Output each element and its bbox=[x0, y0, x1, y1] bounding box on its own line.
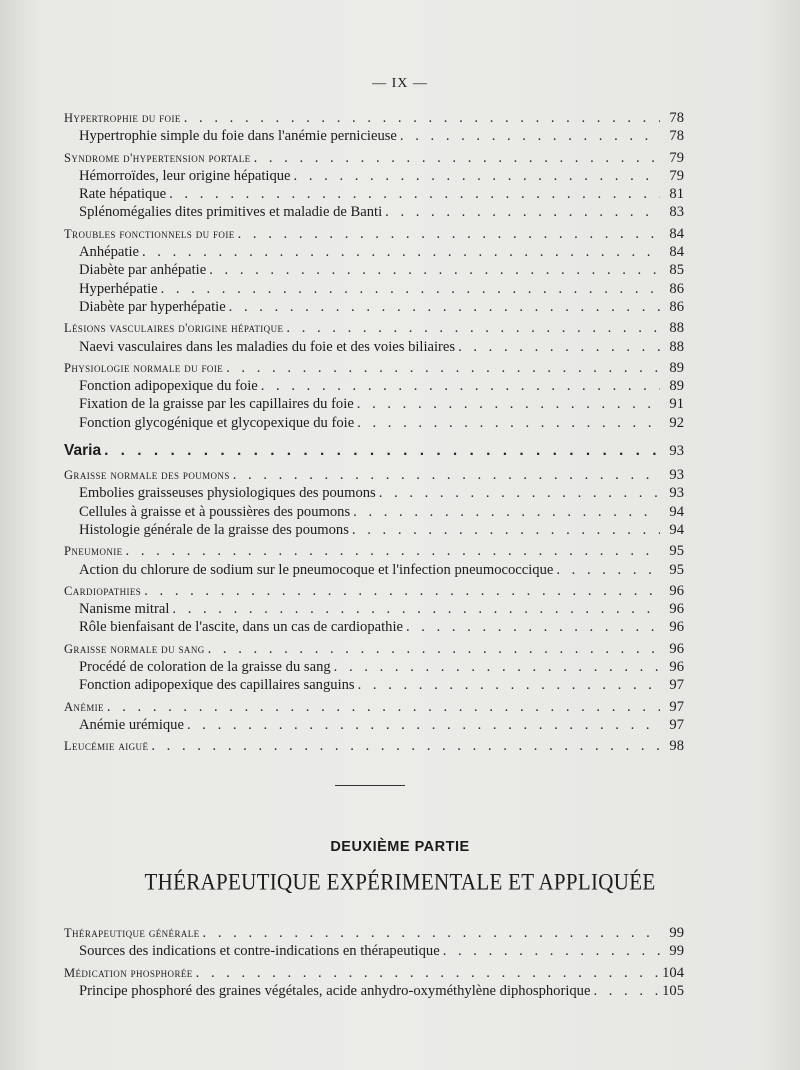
dot-leader bbox=[126, 542, 660, 560]
toc-page-number: 98 bbox=[669, 738, 684, 755]
toc-page-number: 97 bbox=[669, 698, 684, 715]
toc-label: Nanisme mitral bbox=[79, 601, 170, 618]
toc-label: Anémie bbox=[64, 699, 104, 714]
part-subtitle: THÉRAPEUTIQUE EXPÉRIMENTALE ET APPLIQUÉE bbox=[144, 869, 656, 895]
toc-page-number: 96 bbox=[669, 582, 684, 599]
dot-leader bbox=[208, 640, 660, 658]
toc-entry bbox=[64, 203, 684, 221]
toc-page-number: 84 bbox=[669, 244, 684, 261]
toc-page-number: 88 bbox=[669, 320, 684, 337]
toc-entry bbox=[64, 676, 684, 694]
dot-leader bbox=[593, 982, 658, 1000]
dot-leader bbox=[458, 338, 660, 356]
toc-heading bbox=[64, 582, 684, 600]
toc-entry bbox=[64, 618, 684, 636]
toc-page-number: 78 bbox=[669, 128, 684, 145]
dot-leader bbox=[233, 466, 660, 484]
toc-page-number: 95 bbox=[669, 561, 684, 578]
toc-label: Troubles fonctionnels du foie bbox=[64, 226, 235, 241]
toc-label: Procédé de coloration de la graisse du sang bbox=[79, 659, 331, 676]
toc-entry bbox=[64, 561, 684, 579]
toc-heading bbox=[64, 359, 684, 377]
toc-page-number: 92 bbox=[669, 414, 684, 431]
toc-entry bbox=[64, 280, 684, 298]
toc-entry bbox=[64, 484, 684, 502]
dot-leader bbox=[187, 716, 660, 734]
toc-label: Cardiopathies bbox=[64, 583, 142, 598]
dot-leader bbox=[357, 414, 660, 432]
toc-entry bbox=[64, 298, 684, 316]
dot-leader bbox=[209, 261, 660, 279]
toc-entry bbox=[64, 167, 684, 185]
toc-entry bbox=[64, 414, 684, 432]
toc-page-number: 99 bbox=[669, 943, 684, 960]
toc-entry bbox=[64, 338, 684, 356]
toc-page-number: 83 bbox=[669, 204, 684, 221]
toc-label: Action du chlorure de sodium sur le pneumocoque et l'infection pneumococcique bbox=[79, 561, 554, 578]
toc-label: Hyperhépatie bbox=[79, 280, 158, 297]
dot-leader bbox=[385, 203, 660, 221]
dot-leader bbox=[226, 359, 660, 377]
toc-label: Fonction glycogénique et glycopexique du foie bbox=[79, 414, 355, 431]
toc-label: Anhépatie bbox=[79, 244, 139, 261]
dot-leader bbox=[104, 442, 660, 460]
dot-leader bbox=[352, 521, 660, 539]
toc-page-number: 99 bbox=[669, 925, 684, 941]
toc-entry bbox=[64, 521, 684, 539]
toc-heading bbox=[64, 640, 684, 658]
toc-label: Lésions vasculaires d'origine hépatique bbox=[64, 321, 284, 336]
toc-heading bbox=[64, 698, 684, 716]
dot-leader bbox=[203, 924, 660, 942]
toc-entry bbox=[64, 600, 684, 618]
dot-leader bbox=[229, 298, 660, 316]
toc-label: Hémorroïdes, leur origine hépatique bbox=[79, 167, 291, 184]
dot-leader bbox=[169, 185, 660, 203]
toc-label: Fixation de la graisse par les capillaires du foie bbox=[79, 396, 354, 413]
toc-label: Thérapeutique générale bbox=[64, 926, 200, 940]
toc-page-number: 93 bbox=[669, 485, 684, 502]
toc-page-number: 79 bbox=[669, 149, 684, 166]
toc-heading bbox=[64, 149, 684, 167]
dot-leader bbox=[151, 737, 660, 755]
toc-page-number: 97 bbox=[669, 677, 684, 694]
toc-label: Graisse normale du sang bbox=[64, 641, 205, 656]
toc-page-number: 79 bbox=[669, 167, 684, 184]
toc-label: Fonction adipopexique des capillaires sanguins bbox=[79, 677, 355, 694]
toc-entry bbox=[64, 377, 684, 395]
toc-heading bbox=[64, 737, 684, 755]
toc-label: Diabète par anhépatie bbox=[79, 262, 207, 279]
toc-heading bbox=[64, 109, 684, 127]
dot-leader bbox=[556, 561, 660, 579]
dot-leader bbox=[261, 377, 660, 395]
part-title: DEUXIÈME PARTIE bbox=[330, 839, 470, 855]
dot-leader bbox=[334, 658, 660, 676]
toc-entry bbox=[64, 716, 684, 734]
toc-label: Sources des indications et contre-indications en thérapeutique bbox=[79, 943, 440, 960]
toc-page-number: 93 bbox=[669, 467, 684, 484]
toc-entry bbox=[64, 243, 684, 261]
toc-page-number: 85 bbox=[669, 262, 684, 279]
toc-label: Splénomégalies dites primitives et maladie de Banti bbox=[79, 204, 383, 221]
toc-label: Diabète par hyperhépatie bbox=[79, 298, 226, 315]
toc-page-number: 96 bbox=[669, 659, 684, 676]
toc-entry bbox=[64, 127, 684, 145]
toc-page-number: 89 bbox=[669, 359, 684, 376]
toc-label: Histologie générale de la graisse des poumons bbox=[79, 521, 349, 538]
dot-leader bbox=[172, 600, 660, 618]
toc-entry bbox=[64, 261, 684, 279]
toc-label: Graisse normale des poumons bbox=[64, 468, 230, 483]
toc-label: Leucémie aiguë bbox=[64, 739, 149, 754]
toc-entry bbox=[64, 185, 684, 203]
dot-leader bbox=[161, 280, 660, 298]
toc-entry bbox=[64, 395, 684, 413]
dot-leader bbox=[142, 243, 660, 261]
section-divider bbox=[335, 785, 405, 786]
dot-leader bbox=[353, 503, 660, 521]
toc-section bbox=[64, 442, 684, 462]
toc-label: Fonction adipopexique du foie bbox=[79, 378, 258, 395]
toc-label: Varia bbox=[64, 442, 102, 460]
page-number: — IX — bbox=[372, 76, 428, 91]
toc-page-number: 91 bbox=[669, 396, 684, 413]
toc-label: Hypertrophie simple du foie dans l'anémie pernicieuse bbox=[79, 128, 397, 145]
table-of-contents bbox=[64, 109, 684, 756]
toc-page-number: 95 bbox=[669, 543, 684, 560]
dot-leader bbox=[107, 698, 660, 716]
dot-leader bbox=[286, 319, 660, 337]
dot-leader bbox=[357, 395, 660, 413]
toc-label: Cellules à graisse et à poussières des poumons bbox=[79, 503, 351, 520]
toc-entry bbox=[64, 982, 684, 1000]
toc-page-number: 104 bbox=[662, 964, 684, 981]
toc-page-number: 84 bbox=[669, 225, 684, 242]
toc-label: Syndrome d'hypertension portale bbox=[64, 150, 251, 165]
toc-heading bbox=[64, 225, 684, 243]
toc-heading bbox=[64, 466, 684, 484]
toc-page-number: 86 bbox=[669, 298, 684, 315]
toc-page-number: 86 bbox=[669, 280, 684, 297]
toc-page-number: 96 bbox=[669, 640, 684, 657]
toc-label: Rôle bienfaisant de l'ascite, dans un cas de cardiopathie bbox=[79, 619, 403, 636]
toc-page-number: 96 bbox=[669, 619, 684, 636]
toc-label: Pneumonie bbox=[64, 544, 123, 559]
toc-entry bbox=[64, 503, 684, 521]
dot-leader bbox=[443, 942, 660, 960]
dot-leader bbox=[358, 676, 660, 694]
toc-entry bbox=[64, 658, 684, 676]
toc-page-number: 97 bbox=[669, 716, 684, 733]
dot-leader bbox=[238, 225, 660, 243]
toc-page-number: 88 bbox=[669, 338, 684, 355]
toc-label: Anémie urémique bbox=[79, 716, 184, 733]
toc-label: Hypertrophie du foie bbox=[64, 111, 181, 125]
toc-label: Physiologie normale du foie bbox=[64, 360, 224, 375]
toc-label: Embolies graisseuses physiologiques des poumons bbox=[79, 485, 376, 502]
toc-page-number: 93 bbox=[669, 443, 684, 460]
toc-label: Naevi vasculaires dans les maladies du foie et des voies biliaires bbox=[79, 338, 456, 355]
dot-leader bbox=[144, 582, 660, 600]
dot-leader bbox=[184, 109, 660, 127]
dot-leader bbox=[379, 484, 660, 502]
toc-page-number: 81 bbox=[669, 186, 684, 203]
toc-label: Médication phosphorée bbox=[64, 965, 193, 980]
toc-entry bbox=[64, 942, 684, 960]
table-of-contents-part-2 bbox=[64, 924, 684, 1000]
toc-label: Rate hépatique bbox=[79, 186, 167, 203]
dot-leader bbox=[294, 167, 660, 185]
toc-heading bbox=[64, 964, 684, 982]
toc-label: Principe phosphoré des graines végétales, acide anhydro-oxyméthylène diphosphorique bbox=[79, 982, 591, 999]
toc-page-number: 94 bbox=[669, 521, 684, 538]
dot-leader bbox=[254, 149, 660, 167]
toc-page-number: 78 bbox=[669, 110, 684, 126]
toc-heading bbox=[64, 319, 684, 337]
dot-leader bbox=[400, 127, 660, 145]
toc-page-number: 96 bbox=[669, 601, 684, 618]
dot-leader bbox=[196, 964, 658, 982]
toc-heading bbox=[64, 542, 684, 560]
toc-page-number: 94 bbox=[669, 503, 684, 520]
toc-page-number: 105 bbox=[662, 982, 684, 999]
toc-page-number: 89 bbox=[669, 378, 684, 395]
dot-leader bbox=[406, 618, 660, 636]
toc-heading bbox=[64, 924, 684, 942]
